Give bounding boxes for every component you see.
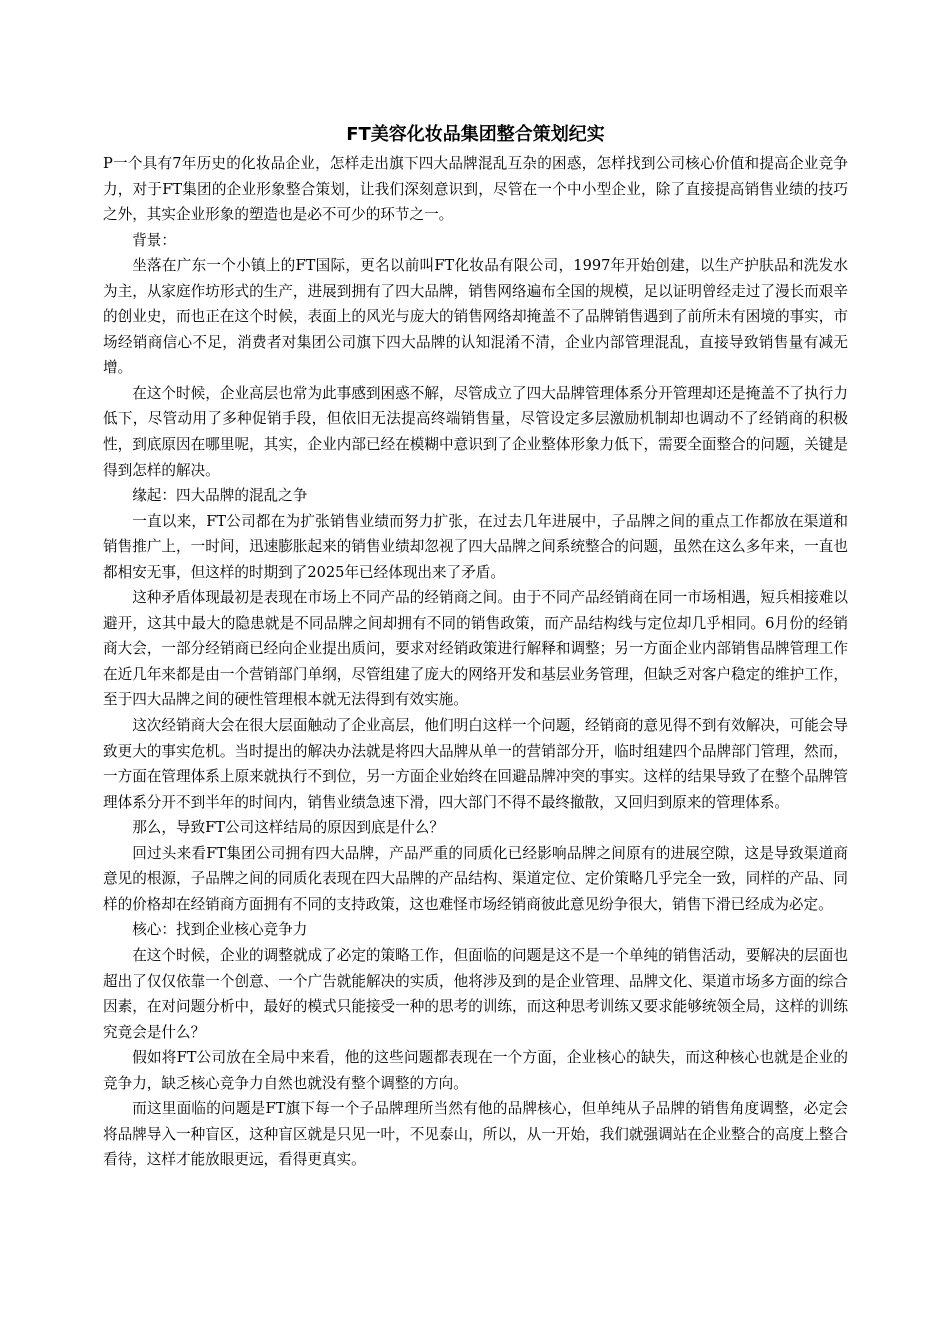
- paragraph-intro: P一个具有7年历史的化妆品企业，怎样走出旗下四大品牌混乱互杂的困惑，怎样找到公司核心价值和提高企业竞争力，对于FT集团的企业形象整合策划，让我们深刻意识到，尽管在一个中小型企业，除了直接提高销售业绩的技巧之外，其实企业形象的塑造也是必不可少的环节之一。: [103, 155, 848, 224]
- document-page: [103, 121, 848, 1173]
- paragraph-question: 那么，导致FT公司这样结局的原因到底是什么？: [132, 819, 444, 837]
- paragraph: 这种矛盾体现最初是表现在市场上不同产品的经销商之间。由于不同产品经销商在同一市场相遇，短兵相接难以避开，这其中最大的隐患就是不同品牌之间却拥有不同的销售政策，而产品结构线与定位却几乎相同。6月份的经销商大会，一部分经销商已经向企业提出质问，要求对经销政策进行解释和调整；另一方面企业内部销售品牌管理工作在近几年来都是由一个营销部门单纲，尽管组建了庞大的网络开发和基层业务管理，但缺乏对客户稳定的维护工作，至于四大品牌之间的硬性管理根本就无法得到有效实施。: [103, 589, 848, 709]
- document-title: FT美容化妆品集团整合策划纪实: [346, 124, 605, 145]
- paragraph: 在这个时候，企业的调整就成了必定的策略工作，但面临的问题是这不是一个单纯的销售活动，要解决的层面也超出了仅仅依靠一个创意、一个广告就能解决的实质，他将涉及到的是企业管理、品牌文化、渠道市场多方面的综合因素，在对问题分析中，最好的模式只能接受一种的思考的训练，而这种思考训练又要求能够统领全局，这样的训练究竟会是什么？: [103, 946, 848, 1041]
- paragraph: 而这里面临的问题是FT旗下每一个子品牌理所当然有他的品牌核心，但单纯从子品牌的销售角度调整，必定会将品牌导入一种盲区，这种盲区就是只见一叶，不见泰山，所以，从一开始，我们就强调站在企业整合的高度上整合看待，这样才能放眼更远，看得更真实。: [103, 1100, 848, 1169]
- section-heading-origin: 缘起：四大品牌的混乱之争: [132, 487, 308, 505]
- paragraph: 这次经销商大会在很大层面触动了企业高层，他们明白这样一个问题，经销商的意见得不到有效解决，可能会导致更大的事实危机。当时提出的解决办法就是将四大品牌从单一的营销部分开，临时组建四个品牌部门管理，然而，一方面在管理体系上原来就执行不到位，另一方面企业始终在回避品牌冲突的事实。这样的结果导致了在整个品牌管理体系分开不到半年的时间内，销售业绩急速下滑，四大部门不得不最终撤散，又回归到原来的管理体系。: [103, 717, 848, 811]
- paragraph: 坐落在广东一个小镇上的FT国际，更名以前叫FT化妆品有限公司，1997年开始创建，以生产护肤品和洗发水为主，从家庭作坊形式的生产，进展到拥有了四大品牌，销售网络遍布全国的规模，足以证明曾经走过了漫长而艰辛的创业史，而也正在这个时候，表面上的风光与庞大的销售网络却掩盖不了品牌销售遇到了前所未有困境的事实，市场经销商信心不足，消费者对集团公司旗下四大品牌的认知混淆不清，企业内部管理混乱，直接导致销售量有减无增。: [103, 257, 848, 377]
- paragraph: 一直以来，FT公司都在为扩张销售业绩而努力扩张，在过去几年进展中，子品牌之间的重点工作都放在渠道和销售推广上，一时间，迅速膨胀起来的销售业绩却忽视了四大品牌之间系统整合的问题，虽然在这么多年来，一直也都相安无事，但这样的时期到了2025年已经体现出来了矛盾。: [103, 512, 848, 581]
- paragraph: 回过头来看FT集团公司拥有四大品牌，产品严重的同质化已经影响品牌之间原有的进展空隙，这是导致渠道商意见的根源，子品牌之间的同质化表现在四大品牌的产品结构、渠道定位、定价策略几乎完全一致，同样的产品、同样的价格却在经销商方面拥有不同的支持政策，这也难怪市场经销商彼此意见纷争很大，销售下滑已经成为必定。: [103, 844, 848, 913]
- paragraph: 在这个时候，企业高层也常为此事感到困惑不解，尽管成立了四大品牌管理体系分开管理却还是掩盖不了执行力低下，尽管动用了多种促销手段，但依旧无法提高终端销售量，尽管设定多层激励机制却也调动不了经销商的积极性，到底原因在哪里呢，其实，企业内部已经在模糊中意识到了企业整体形象力低下，需要全面整合的问题，关键是得到怎样的解决。: [103, 384, 848, 479]
- section-heading-background: 背景：: [132, 231, 176, 249]
- paragraph: 假如将FT公司放在全局中来看，他的这些问题都表现在一个方面，企业核心的缺失，而这种核心也就是企业的竞争力，缺乏核心竞争力自然也就没有整个调整的方向。: [103, 1049, 848, 1092]
- section-heading-core: 核心：找到企业核心竞争力: [132, 921, 308, 939]
